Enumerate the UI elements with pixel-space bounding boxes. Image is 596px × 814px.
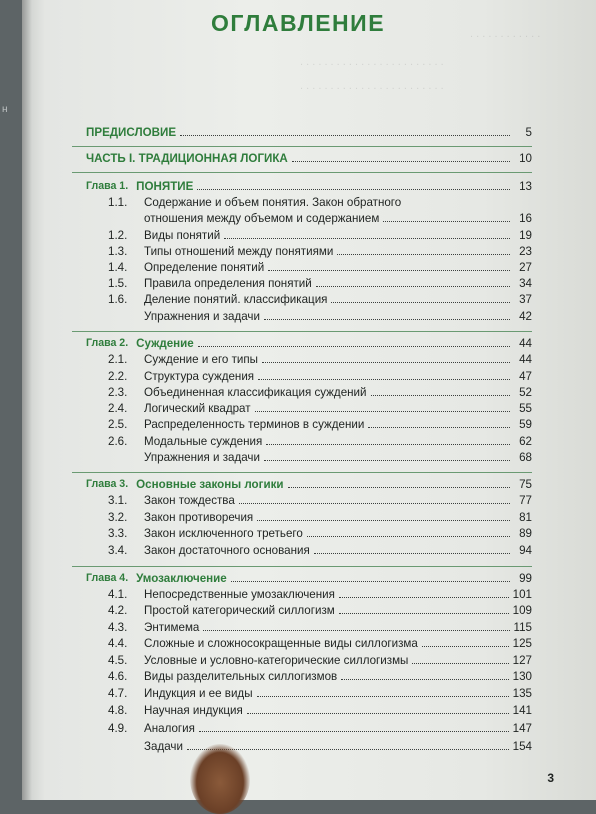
entry-title: ЧАСТЬ I. ТРАДИЦИОННАЯ ЛОГИКА — [86, 152, 288, 165]
toc-entry[interactable] — [108, 196, 532, 209]
entry-number: 4.1. — [108, 588, 128, 601]
entry-page: 135 — [512, 687, 532, 700]
dot-leader — [224, 238, 510, 239]
entry-title: ПРЕДИСЛОВИЕ — [86, 126, 177, 139]
entry-title: Содержание и объем понятия. Закон обратного — [144, 196, 402, 209]
entry-title: Закон противоречия — [144, 511, 254, 524]
chapter-title: Суждение — [136, 337, 194, 350]
entry-page: 19 — [519, 229, 532, 242]
chapter-heading-1[interactable] — [86, 180, 532, 193]
dot-leader — [239, 503, 510, 504]
toc-entry[interactable] — [108, 293, 532, 306]
chapter-label: Глава 2. — [86, 337, 129, 349]
entry-number: 2.5. — [108, 418, 128, 431]
entry-page: 101 — [512, 588, 532, 601]
dot-leader — [331, 302, 510, 303]
page-number: 3 — [547, 771, 554, 785]
toc-entry[interactable] — [108, 654, 532, 667]
entry-page: 115 — [513, 621, 532, 634]
toc-entry-continuation[interactable] — [144, 212, 532, 225]
chapter-title: ПОНЯТИЕ — [136, 180, 194, 193]
toc-heading: ОГЛАВЛЕНИЕ — [210, 10, 386, 36]
toc-entry[interactable] — [144, 451, 532, 464]
dot-leader — [257, 696, 509, 697]
section-divider — [72, 172, 532, 173]
entry-title: Модальные суждения — [144, 435, 263, 448]
entry-number: 3.1. — [108, 494, 128, 507]
entry-title: Научная индукция — [144, 704, 243, 717]
dot-leader — [339, 597, 509, 598]
toc-entry[interactable] — [108, 229, 532, 242]
toc-entry[interactable] — [108, 511, 532, 524]
entry-number: 4.7. — [108, 687, 128, 700]
dot-leader — [257, 520, 510, 521]
entry-number: 1.3. — [108, 245, 128, 258]
toc-entry[interactable] — [108, 418, 532, 431]
chapter-label: Глава 3. — [86, 478, 129, 490]
entry-page: 10 — [519, 152, 532, 165]
dot-leader — [247, 713, 509, 714]
entry-page: 109 — [512, 604, 532, 617]
entry-number: 2.1. — [108, 353, 128, 366]
dot-leader — [307, 536, 510, 537]
entry-page: 55 — [519, 402, 532, 415]
toc-entry[interactable] — [108, 370, 532, 383]
entry-page: 23 — [519, 245, 532, 258]
toc-entry[interactable] — [108, 245, 532, 258]
toc-entry[interactable] — [108, 604, 532, 617]
toc-entry-part1[interactable] — [86, 152, 532, 165]
entry-title: Распределенность терминов в суждении — [144, 418, 365, 431]
entry-title: Индукция и ее виды — [144, 687, 253, 700]
entry-number: 4.3. — [108, 621, 128, 634]
dot-leader — [258, 379, 510, 380]
entry-title: Закон исключенного третьего — [144, 527, 303, 540]
entry-title: Аналогия — [144, 722, 195, 735]
dot-leader — [316, 286, 510, 287]
entry-title: Простой категорический силлогизм — [144, 604, 335, 617]
entry-number: 4.6. — [108, 670, 128, 683]
toc-entry-preface[interactable] — [86, 126, 532, 139]
toc-entry[interactable] — [108, 494, 532, 507]
entry-page: 16 — [519, 212, 532, 225]
entry-number: 4.8. — [108, 704, 128, 717]
chapter-heading-3[interactable] — [86, 478, 532, 491]
dot-leader — [412, 663, 508, 664]
entry-number: 3.2. — [108, 511, 128, 524]
entry-number: 2.3. — [108, 386, 128, 399]
dot-leader — [288, 487, 510, 488]
toc-entry[interactable] — [108, 544, 532, 557]
dot-leader — [337, 254, 510, 255]
dot-leader — [368, 427, 510, 428]
chapter-heading-2[interactable] — [86, 337, 532, 350]
chapter-heading-4[interactable] — [86, 572, 532, 585]
entry-title-line2: отношения между объемом и содержанием — [144, 212, 380, 225]
toc-entry[interactable] — [108, 353, 532, 366]
entry-title: Задачи — [144, 740, 183, 753]
entry-number: 3.3. — [108, 527, 128, 540]
entry-page: 37 — [519, 293, 532, 306]
entry-page: 99 — [519, 572, 532, 585]
entry-page: 59 — [519, 418, 532, 431]
entry-page: 127 — [512, 654, 532, 667]
toc-entry[interactable] — [108, 588, 532, 601]
entry-page: 27 — [519, 261, 532, 274]
entry-page: 34 — [519, 277, 532, 290]
entry-number: 3.4. — [108, 544, 128, 557]
entry-page: 89 — [519, 527, 532, 540]
dot-leader — [292, 161, 510, 162]
entry-title: Сложные и сложносокращенные виды силлогизма — [144, 637, 418, 650]
entry-page: 75 — [519, 478, 532, 491]
toc-entry[interactable] — [108, 402, 532, 415]
entry-page: 62 — [519, 435, 532, 448]
entry-page: 44 — [519, 337, 532, 350]
entry-title: Условные и условно-категорические силлогизмы — [144, 654, 409, 667]
entry-title: Упражнения и задачи — [144, 451, 260, 464]
toc-entry[interactable] — [108, 277, 532, 290]
entry-number: 1.5. — [108, 277, 128, 290]
toc-entry[interactable] — [108, 386, 532, 399]
entry-page: 81 — [519, 511, 532, 524]
dot-leader — [203, 630, 509, 631]
entry-title: Деление понятий. классификация — [144, 293, 328, 306]
dot-leader — [264, 319, 510, 320]
entry-number: 2.2. — [108, 370, 128, 383]
entry-title: Виды разделительных силлогизмов — [144, 670, 338, 683]
entry-title: Объединенная классификация суждений — [144, 386, 367, 399]
section-divider — [72, 331, 532, 332]
bleed-through-text: . . . . . . . . . . . . . . . . . . . . . . . . — [300, 80, 444, 92]
entry-page: 5 — [525, 126, 532, 139]
dot-leader — [339, 613, 509, 614]
dot-leader — [371, 395, 511, 396]
section-divider — [72, 146, 532, 147]
entry-number: 1.6. — [108, 293, 128, 306]
page-gutter-shadow — [22, 0, 32, 800]
entry-number: 1.2. — [108, 229, 128, 242]
entry-title: Упражнения и задачи — [144, 310, 260, 323]
entry-number: 1.4. — [108, 261, 128, 274]
toc-entry[interactable] — [108, 637, 532, 650]
toc-entry[interactable] — [108, 687, 532, 700]
section-divider — [72, 566, 532, 567]
dot-leader — [255, 411, 510, 412]
chapter-title: Умозаключение — [136, 572, 227, 585]
entry-title: Энтимема — [144, 621, 200, 634]
entry-title: Правила определения понятий — [144, 277, 312, 290]
entry-number: 4.2. — [108, 604, 128, 617]
entry-page: 147 — [512, 722, 532, 735]
entry-number: 4.5. — [108, 654, 128, 667]
chapter-label: Глава 1. — [86, 180, 129, 192]
dot-leader — [231, 581, 510, 582]
chapter-label: Глава 4. — [86, 572, 129, 584]
entry-page: 125 — [512, 637, 532, 650]
toc-entry[interactable] — [108, 621, 532, 634]
dot-leader — [264, 460, 510, 461]
dot-leader — [268, 270, 510, 271]
entry-title: Логический квадрат — [144, 402, 251, 415]
entry-page: 77 — [519, 494, 532, 507]
entry-number: 4.9. — [108, 722, 128, 735]
entry-title: Суждение и его типы — [144, 353, 259, 366]
toc-entry[interactable] — [108, 722, 532, 735]
entry-title: Непосредственные умозаключения — [144, 588, 335, 601]
entry-title: Закон тождества — [144, 494, 235, 507]
entry-page: 52 — [519, 386, 532, 399]
entry-number: 2.6. — [108, 435, 128, 448]
dot-leader — [197, 189, 510, 190]
entry-page: 47 — [519, 370, 532, 383]
dot-leader — [314, 553, 510, 554]
entry-number: 1.1. — [108, 196, 128, 209]
entry-number: 4.4. — [108, 637, 128, 650]
toc-entry[interactable] — [108, 704, 532, 717]
section-divider — [72, 472, 532, 473]
toc-entry[interactable] — [108, 261, 532, 274]
entry-page: 94 — [519, 544, 532, 557]
chapter-title: Основные законы логики — [136, 478, 284, 491]
entry-number: 2.4. — [108, 402, 128, 415]
toc-entry[interactable] — [108, 670, 532, 683]
entry-page: 68 — [519, 451, 532, 464]
entry-page: 44 — [519, 353, 532, 366]
bleed-through-text: . . . . . . . . . . . . . . . . . . . . . . . . — [300, 56, 444, 68]
entry-page: 130 — [512, 670, 532, 683]
entry-page: 141 — [512, 704, 532, 717]
entry-page: 154 — [512, 740, 532, 753]
dot-leader — [180, 135, 510, 136]
entry-page: 13 — [519, 180, 532, 193]
toc-entry[interactable] — [144, 310, 532, 323]
fingertip-shadow — [190, 744, 250, 814]
dot-leader — [422, 646, 509, 647]
entry-title: Виды понятий — [144, 229, 221, 242]
entry-title: Определение понятий — [144, 261, 265, 274]
entry-title: Структура суждения — [144, 370, 255, 383]
bleed-through-text: . . . . . . . . . . . . — [470, 28, 541, 40]
toc-entry[interactable] — [108, 435, 532, 448]
entry-title: Закон достаточного основания — [144, 544, 310, 557]
dot-leader — [266, 444, 510, 445]
dot-leader — [262, 362, 510, 363]
dot-leader — [199, 731, 509, 732]
toc-entry[interactable] — [108, 527, 532, 540]
entry-page: 42 — [519, 310, 532, 323]
left-margin-letter: н — [2, 104, 8, 115]
dot-leader — [341, 679, 508, 680]
entry-title: Типы отношений между понятиями — [144, 245, 334, 258]
dot-leader — [198, 346, 510, 347]
dot-leader — [383, 221, 510, 222]
